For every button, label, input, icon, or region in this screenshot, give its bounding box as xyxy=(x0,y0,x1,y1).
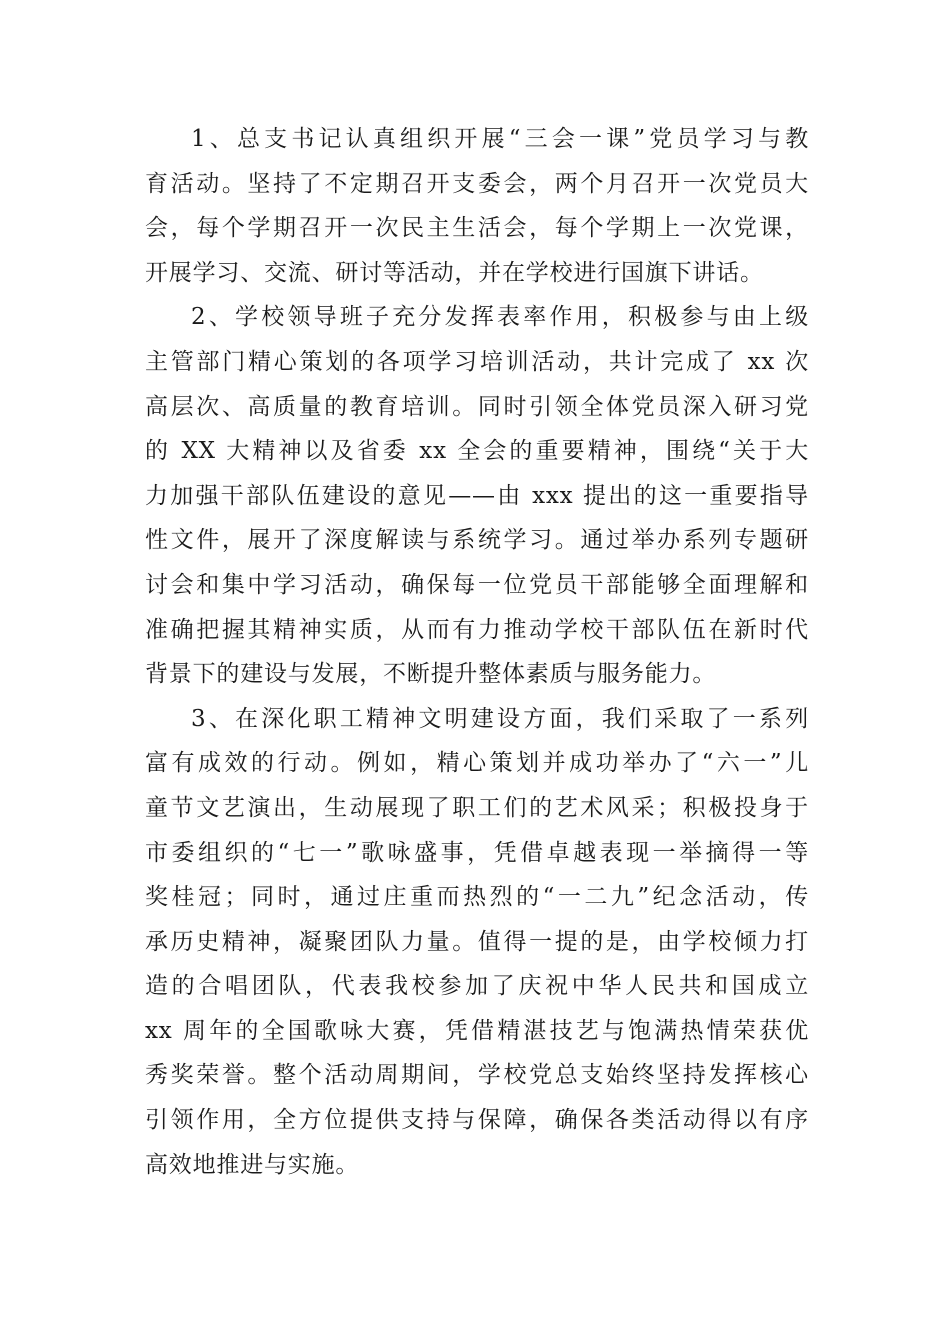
text-line: 高效地推进与实施。 xyxy=(145,1151,360,1178)
text-line: 造的合唱团队，代表我校参加了庆祝中华人民共和国成立 xyxy=(145,973,809,1000)
text-line: 主管部门精心策划的各项学习培训活动，共计完成了 xx 次 xyxy=(145,348,809,375)
text-line: 奖桂冠；同时，通过庄重而热烈的“一二九”纪念活动，传 xyxy=(145,884,809,911)
text-line: 3、在深化职工精神文明建设方面，我们采取了一系列 xyxy=(191,705,809,732)
paragraph-2 xyxy=(145,295,809,696)
text-line: 秀奖荣誉。整个活动周期间，学校党总支始终坚持发挥核心 xyxy=(145,1062,809,1089)
paragraph-1 xyxy=(145,117,809,295)
text-line: 性文件，展开了深度解读与系统学习。通过举办系列专题研 xyxy=(145,527,809,554)
text-line: 2、学校领导班子充分发挥表率作用，积极参与由上级 xyxy=(191,304,809,331)
text-line: 准确把握其精神实质，从而有力推动学校干部队伍在新时代 xyxy=(145,616,809,643)
text-line: 承历史精神，凝聚团队力量。值得一提的是，由学校倾力打 xyxy=(145,928,809,955)
text-line: 会，每个学期召开一次民主生活会，每个学期上一次党课， xyxy=(145,215,809,242)
text-line: 引领作用，全方位提供支持与保障，确保各类活动得以有序 xyxy=(145,1107,809,1134)
text-line: 1、总支书记认真组织开展“三会一课”党员学习与教 xyxy=(191,126,809,152)
text-line: 讨会和集中学习活动，确保每一位党员干部能够全面理解和 xyxy=(145,571,809,598)
text-line: 开展学习、交流、研讨等活动，并在学校进行国旗下讲话。 xyxy=(145,259,764,286)
text-line: 市委组织的“七一”歌咏盛事，凭借卓越表现一举摘得一等 xyxy=(145,839,809,866)
text-line: xx 周年的全国歌咏大赛，凭借精湛技艺与饱满热情荣获优 xyxy=(145,1017,809,1044)
text-line: 背景下的建设与发展，不断提升整体素质与服务能力。 xyxy=(145,661,717,688)
text-line: 富有成效的行动。例如，精心策划并成功举办了“六一”儿 xyxy=(145,750,809,777)
text-line: 高层次、高质量的教育培训。同时引领全体党员深入研习党 xyxy=(145,393,809,420)
paragraph-3 xyxy=(145,697,809,1188)
text-line: 的 XX 大精神以及省委 xx 全会的重要精神，围绕“关于大 xyxy=(145,438,809,465)
text-line: 童节文艺演出，生动展现了职工们的艺术风采；积极投身于 xyxy=(145,794,809,821)
document-body xyxy=(145,117,809,1187)
text-line: 力加强干部队伍建设的意见——由 xxx 提出的这一重要指导 xyxy=(145,482,809,509)
text-line: 育活动。坚持了不定期召开支委会，两个月召开一次党员大 xyxy=(145,170,809,197)
